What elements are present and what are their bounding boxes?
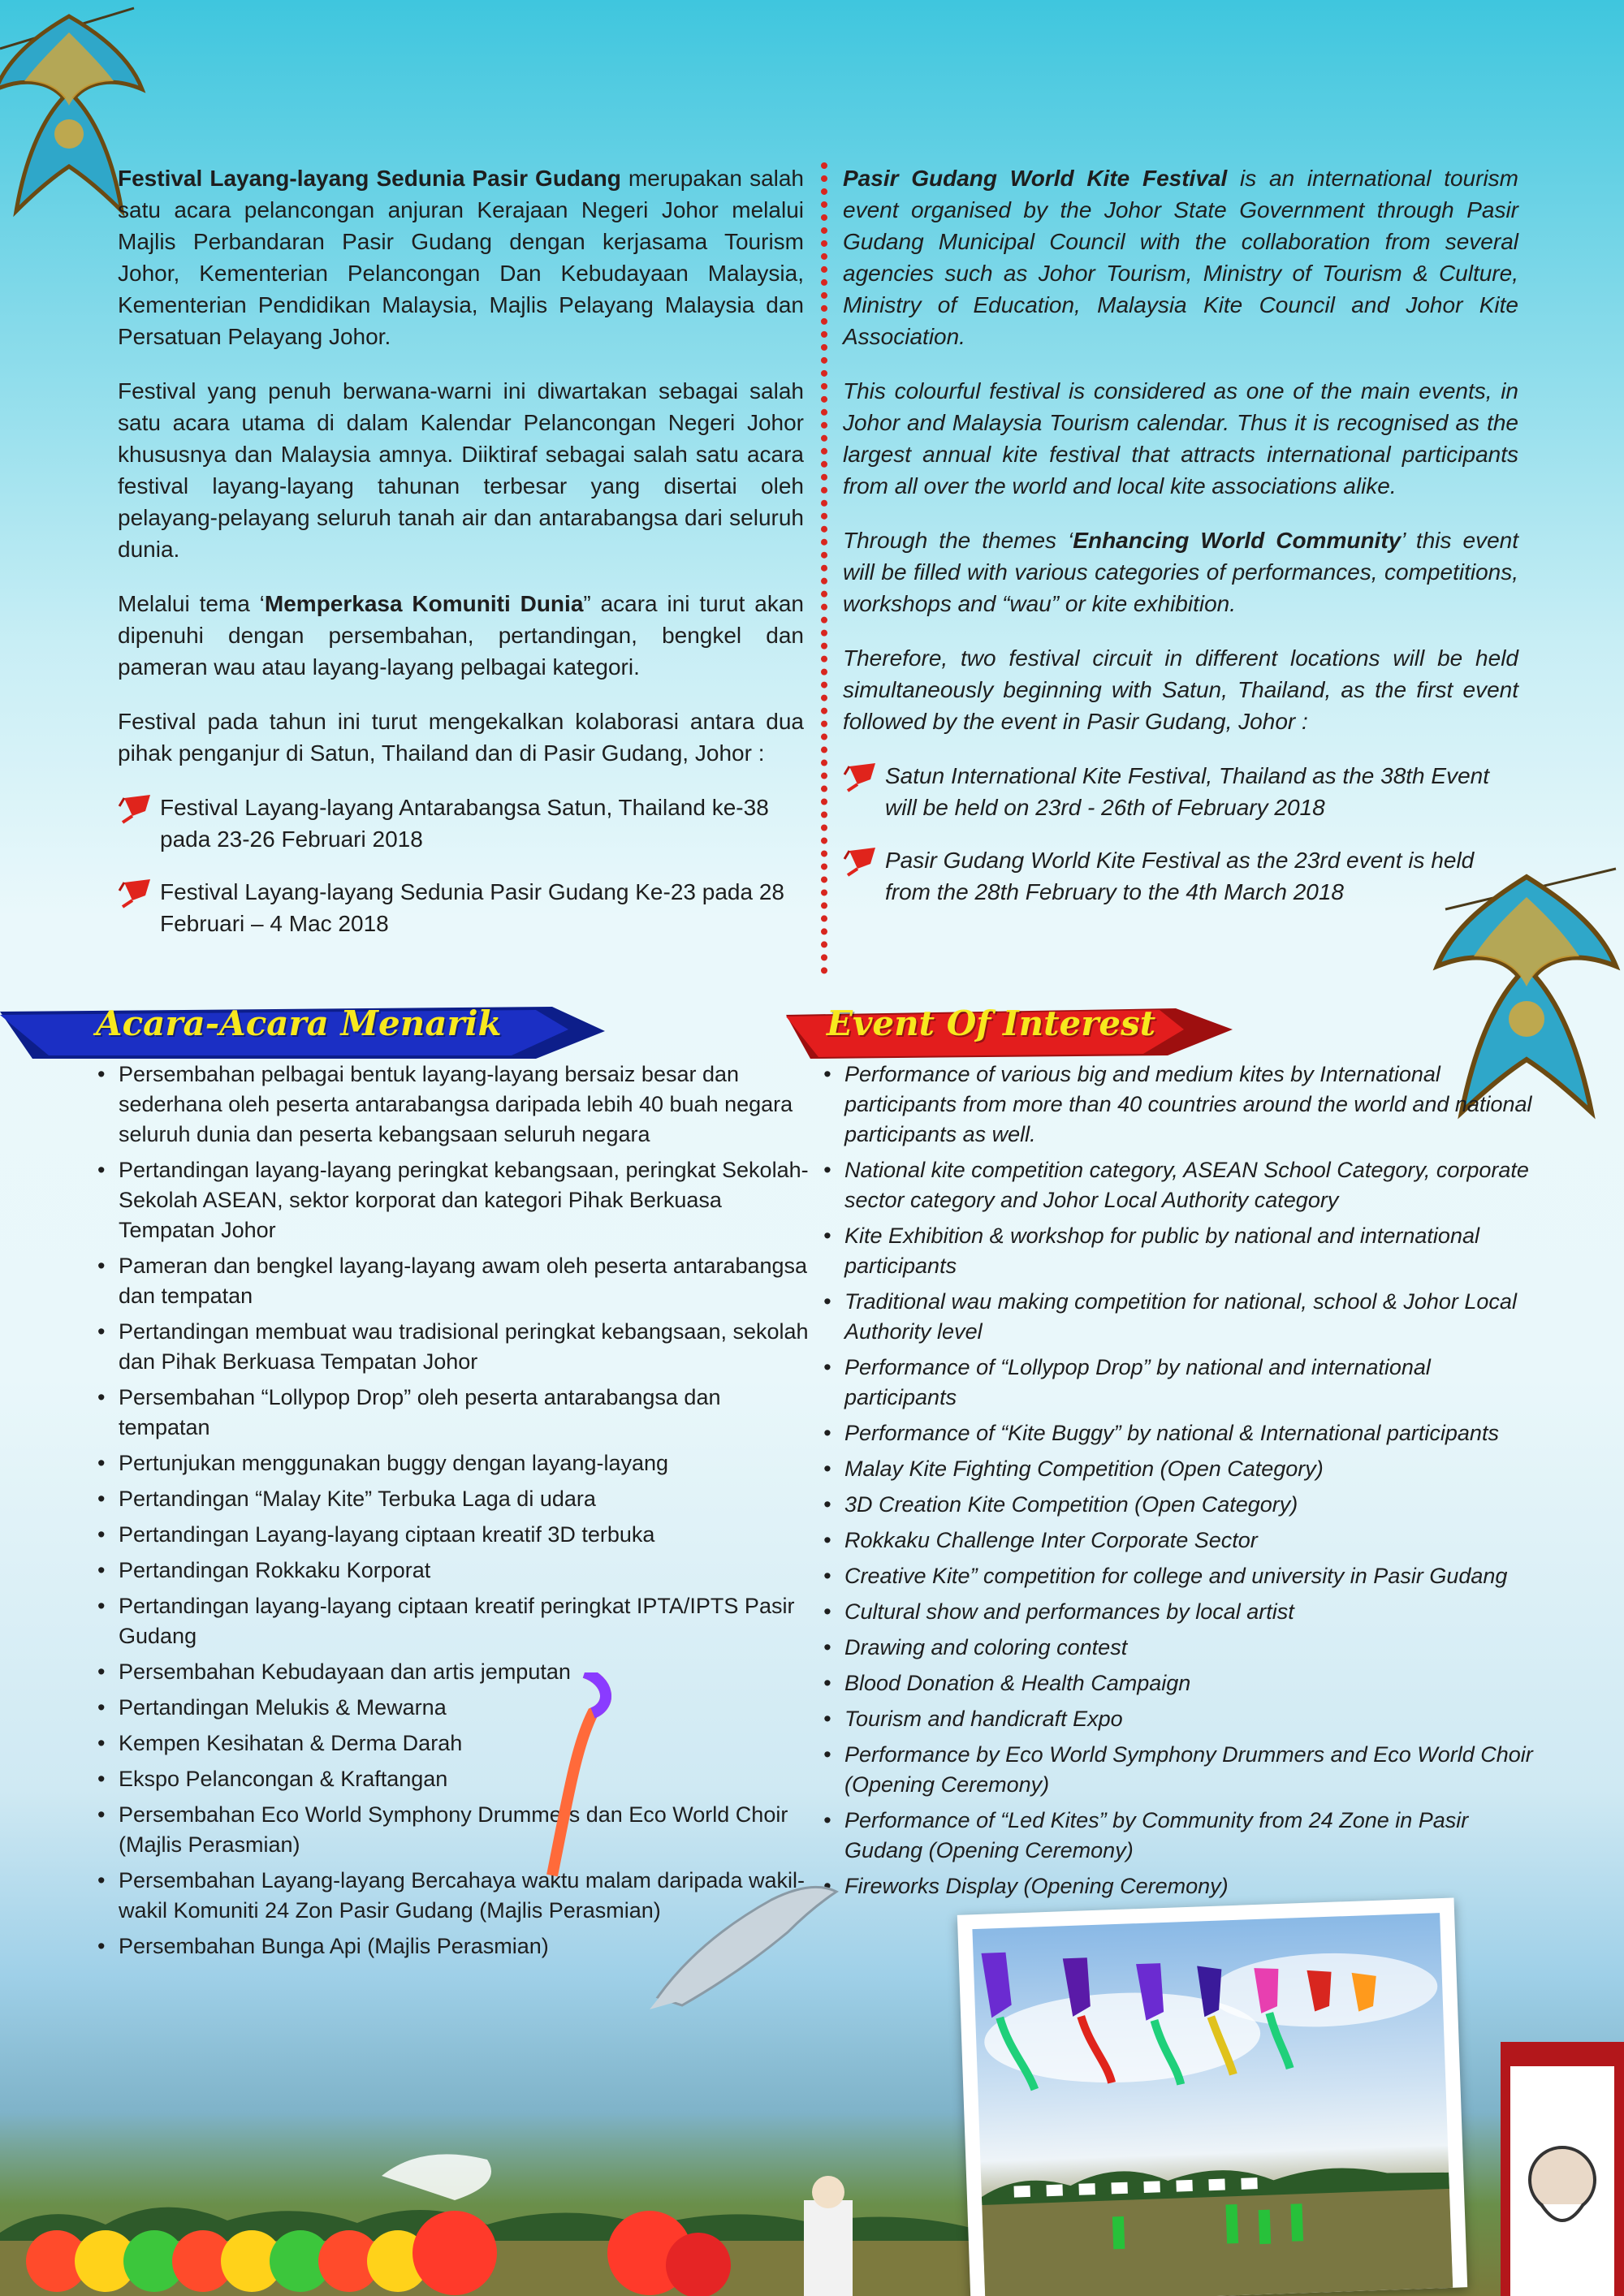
malay-event-item: • Persembahan Eco World Symphony Drummers dan Eco World Choir (Majlis Perasmian) — [96, 1800, 810, 1860]
malay-event-item: • Pertandingan Melukis & Mewarna — [96, 1693, 810, 1723]
red-kite-icon — [118, 793, 155, 824]
malay-event-item: • Persembahan Layang-layang Bercahaya waktu malam daripada wakil-wakil Komuniti 24 Zon Pasir Gudang (Majlis Perasmian) — [96, 1866, 810, 1926]
english-date-item — [843, 760, 1518, 823]
malay-date-item — [118, 876, 804, 939]
english-event-item: • Blood Donation & Health Campaign — [822, 1668, 1536, 1698]
malay-event-item: • Kempen Kesihatan & Derma Darah — [96, 1728, 810, 1759]
malay-events-list — [96, 1060, 810, 1967]
banner-event-of-interest-title: Event Of Interest — [827, 1003, 1156, 1043]
dolphin-kite-image — [650, 1867, 844, 2013]
english-event-item: • Kite Exhibition & workshop for public by national and international participants — [822, 1221, 1536, 1281]
malay-event-item: • Persembahan “Lollypop Drop” oleh peserta antarabangsa dan tempatan — [96, 1383, 810, 1443]
english-intro-column — [843, 162, 1518, 929]
malay-event-dates-list — [118, 792, 804, 939]
malay-para-1 — [118, 162, 804, 352]
malay-event-item: • Pertandingan Rokkaku Korporat — [96, 1556, 810, 1586]
kites-flying-image — [972, 1913, 1453, 2296]
english-date-text-pasir-gudang: Pasir Gudang World Kite Festival as the 23rd event is held from the 28th February to the 4th March 2018 — [885, 848, 1475, 904]
column-divider — [821, 162, 827, 974]
english-event-item: • Performance of various big and medium kites by International participants from more than 40 countries around the world and national participants as well. — [822, 1060, 1536, 1150]
malay-para-4: Festival pada tahun ini turut mengekalkan kolaborasi antara dua pihak penganjur di Satun, Thailand dan di Pasir Gudang, Johor : — [118, 709, 804, 766]
english-theme-suffix: ’ this event will be filled with various categories of performances, competitions, workshops and “wau” or kite exhibition. — [843, 528, 1519, 616]
malay-event-item: • Pertandingan “Malay Kite” Terbuka Laga di udara — [96, 1484, 810, 1514]
malay-para-3 — [118, 588, 804, 683]
malay-date-text-pasir-gudang: Festival Layang-layang Sedunia Pasir Gudang Ke-23 pada 28 Februari – 4 Mac 2018 — [160, 879, 784, 936]
english-event-item: • Cultural show and performances by local artist — [822, 1597, 1536, 1627]
malay-theme-suffix: ” acara ini turut akan dipenuhi dengan persembahan, pertandingan, bengkel dan pameran wau atau layang-layang pelbagai kategori. — [118, 591, 804, 680]
english-festival-name: Pasir Gudang World Kite Festival — [843, 166, 1228, 191]
red-kite-icon — [843, 846, 880, 877]
english-date-item — [843, 844, 1518, 908]
malay-event-item: • Ekspo Pelancongan & Kraftangan — [96, 1764, 810, 1794]
malay-event-item: • Pertandingan layang-layang ciptaan kreatif peringkat IPTA/IPTS Pasir Gudang — [96, 1591, 810, 1651]
english-event-item: • 3D Creation Kite Competition (Open Category) — [822, 1490, 1536, 1520]
malay-date-item — [118, 792, 804, 855]
malay-theme-prefix: Melalui tema ‘ — [118, 591, 265, 616]
red-kite-icon — [843, 762, 880, 792]
malay-event-item: • Persembahan Kebudayaan dan artis jemputan — [96, 1657, 810, 1687]
english-event-item: • National kite competition category, ASEAN School Category, corporate sector category and Johor Local Authority category — [822, 1155, 1536, 1215]
english-event-item: • Performance of “Lollypop Drop” by national and international participants — [822, 1353, 1536, 1413]
malay-event-item: • Pertunjukan menggunakan buggy dengan layang-layang — [96, 1448, 810, 1478]
malay-event-item: • Pertandingan Layang-layang ciptaan kreatif 3D terbuka — [96, 1520, 810, 1550]
english-para-2: This colourful festival is considered as one of the main events, in Johor and Malaysia Tourism calendar. Thus it is recognised as the largest annual kite festival that attracts international participants from all over the world and local kite associations alike. — [843, 378, 1518, 498]
english-event-item: • Performance of “Kite Buggy” by national & International participants — [822, 1418, 1536, 1448]
english-theme-prefix: Through the themes ‘ — [843, 528, 1073, 553]
banner-acara-menarik — [0, 997, 605, 1060]
malay-festival-name: Festival Layang-layang Sedunia Pasir Gudang — [118, 166, 621, 191]
colorful-tail-kite-image — [536, 1672, 617, 1884]
banner-event-of-interest — [786, 997, 1233, 1060]
english-event-item: • Fireworks Display (Opening Ceremony) — [822, 1871, 1536, 1901]
english-event-item: • Creative Kite” competition for college and university in Pasir Gudang — [822, 1561, 1536, 1591]
english-event-item: • Rokkaku Challenge Inter Corporate Sector — [822, 1526, 1536, 1556]
english-event-item: • Drawing and coloring contest — [822, 1633, 1536, 1663]
malay-event-item: • Pertandingan membuat wau tradisional peringkat kebangsaan, sekolah dan Pihak Berkuasa Tempatan Johor — [96, 1317, 810, 1377]
malay-date-text-satun: Festival Layang-layang Antarabangsa Satun, Thailand ke-38 pada 23-26 Februari 2018 — [160, 795, 769, 852]
english-date-text-satun: Satun International Kite Festival, Thailand as the 38th Event will be held on 23rd - 26th of February 2018 — [885, 763, 1490, 820]
malay-intro-text: merupakan salah satu acara pelancongan anjuran Kerajaan Negeri Johor melalui Majlis Perbandaran Pasir Gudang dengan kerjasama Tourism Johor, Kementerian Pelancongan Dan Kebudayaan Malaysia, Kementerian Pendidikan Malaysia, Majlis Pelayang Malaysia dan Persatuan Pelayang Johor. — [118, 166, 805, 349]
malay-para-2: Festival yang penuh berwana-warni ini diwartakan sebagai salah satu acara utama di dalam Kalendar Pelancongan Negeri Johor khususnya dan Malaysia amnya. Diiktiraf sebagai salah satu acara festival layang-layang tahunan terbesar yang disertai oleh pelayang-pelayang seluruh tanah air dan antarabangsa dari seluruh dunia. — [118, 378, 804, 562]
malay-event-item: • Persembahan Bunga Api (Majlis Perasmian) — [96, 1931, 810, 1962]
english-para-1 — [843, 162, 1518, 352]
kfc-sign-image — [1501, 2042, 1624, 2296]
malay-intro-column — [118, 162, 804, 960]
kite-festival-photo-content — [972, 1913, 1453, 2296]
festival-ground-scene-image — [0, 2078, 974, 2296]
malay-event-item: • Pertandingan layang-layang peringkat kebangsaan, peringkat Sekolah-Sekolah ASEAN, sektor korporat dan kategori Pihak Berkuasa Tempatan Johor — [96, 1155, 810, 1245]
english-event-item: • Traditional wau making competition for national, school & Johor Local Authority level — [822, 1287, 1536, 1347]
english-event-item: • Tourism and handicraft Expo — [822, 1704, 1536, 1734]
english-theme: Enhancing World Community — [1073, 528, 1402, 553]
banner-acara-menarik-title: Acara-Acara Menarik — [96, 1003, 502, 1043]
english-para-3 — [843, 524, 1518, 619]
malay-event-item: • Pameran dan bengkel layang-layang awam oleh peserta antarabangsa dan tempatan — [96, 1251, 810, 1311]
english-event-item: • Performance of “Led Kites” by Community from 24 Zone in Pasir Gudang (Opening Ceremony) — [822, 1806, 1536, 1866]
english-events-list — [822, 1060, 1536, 1907]
malay-theme: Memperkasa Komuniti Dunia — [264, 591, 584, 616]
english-event-item: • Malay Kite Fighting Competition (Open Category) — [822, 1454, 1536, 1484]
kite-festival-photo — [957, 1897, 1467, 2296]
english-intro-text: is an international tourism event organised by the Johor State Government through Pasir Gudang Municipal Council with the collaboration from several agencies such as Johor Tourism, Ministry of Tourism & Culture, Ministry of Education, Malaysia Kite Council and Johor Kite Association. — [843, 166, 1518, 349]
malay-event-item: • Persembahan pelbagai bentuk layang-layang bersaiz besar dan sederhana oleh peserta antarabangsa daripada lebih 40 buah negara seluruh dunia dan peserta kebangsaan seluruh negara — [96, 1060, 810, 1150]
red-kite-icon — [118, 878, 155, 908]
english-event-item: • Performance by Eco World Symphony Drummers and Eco World Choir (Opening Ceremony) — [822, 1740, 1536, 1800]
english-para-4: Therefore, two festival circuit in different locations will be held simultaneously beginning with Satun, Thailand, as the first event followed by the event in Pasir Gudang, Johor : — [843, 645, 1518, 734]
english-event-dates-list — [843, 760, 1518, 908]
